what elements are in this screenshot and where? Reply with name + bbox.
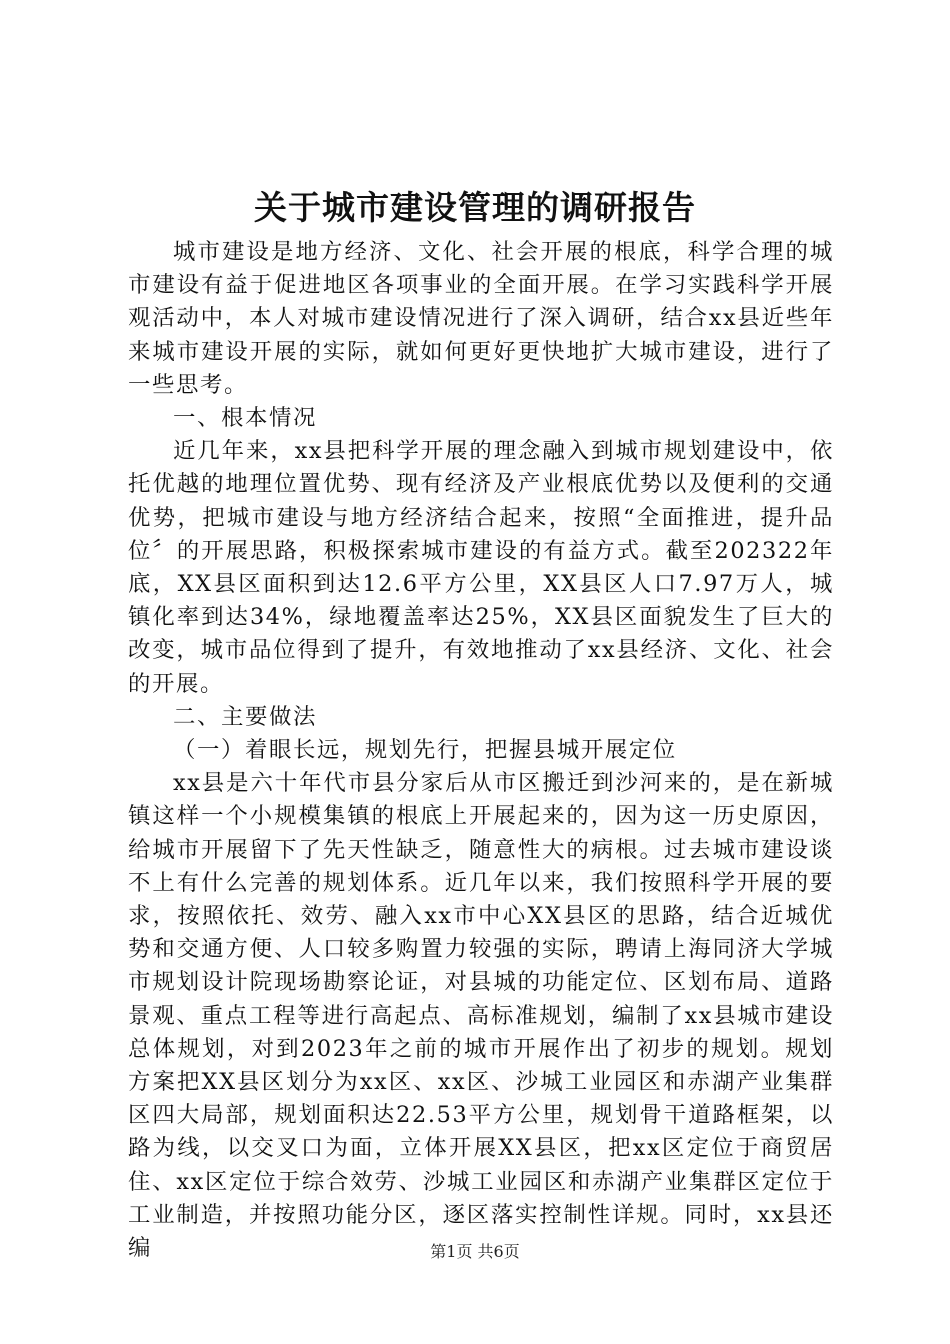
document-title: 关于城市建设管理的调研报告 — [254, 188, 696, 227]
section-heading-basic-situation: 一、根本情况 — [173, 405, 317, 432]
document-body — [128, 236, 834, 1265]
intro-paragraph: 城市建设是地方经济、文化、社会开展的根底，科学合理的城市建设有益于促进地区各项事业的全面开展。在学习实践科学开展观活动中，本人对城市建设情况进行了深入调研，结合xx县近些年来城市建设开展的实际，就如何更好更快地扩大城市建设，进行了一些思考。 — [128, 239, 834, 398]
subsection-heading-planning: （一）着眼长远，规划先行，把握县城开展定位 — [173, 737, 677, 764]
page-number-footer: 第1页 共6页 — [430, 1242, 520, 1261]
basic-situation-paragraph: 近几年来，xx县把科学开展的理念融入到城市规划建设中，依托优越的地理位置优势、现有经济及产业根底优势以及便利的交通优势，把城市建设与地方经济结合起来，按照“全面推进，提升品位〞的开展思路，积极探索城市建设的有益方式。截至202322年底，XX县区面积到达12.6平方公里，XX县区人口7.97万人，城镇化率到达34%，绿地覆盖率达25%，XX县区面貌发生了巨大的改变，城市品位得到了提升，有效地推动了xx县经济、文化、社会的开展。 — [128, 438, 834, 697]
section-heading-main-practices: 二、主要做法 — [173, 703, 317, 730]
planning-paragraph: xx县是六十年代市县分家后从市区搬迁到沙河来的，是在新城镇这样一个小规模集镇的根底上开展起来的，因为这一历史原因，给城市开展留下了先天性缺乏，随意性大的病根。过去城市建设谈不上有什么完善的规划体系。近几年以来，我们按照科学开展的要求，按照依托、效劳、融入xx市中心XX县区的思路，结合近城优势和交通方便、人口较多购置力较强的实际，聘请上海同济大学城市规划设计院现场勘察论证，对县城的功能定位、区划布局、道路景观、重点工程等进行高起点、高标准规划，编制了xx县城市建设总体规划，对到2023年之前的城市开展作出了初步的规划。规划方案把XX县区划分为xx区、xx区、沙城工业园区和赤湖产业集群区四大局部，规划面积达22.53平方公里，规划骨干道路框架，以路为线，以交叉口为面，立体开展XX县区，把xx区定位于商贸居住、xx区定位于综合效劳、沙城工业园区和赤湖产业集群区定位于工业制造，并按照功能分区，逐区落实控制性详规。同时，xx县还编 — [128, 770, 834, 1262]
